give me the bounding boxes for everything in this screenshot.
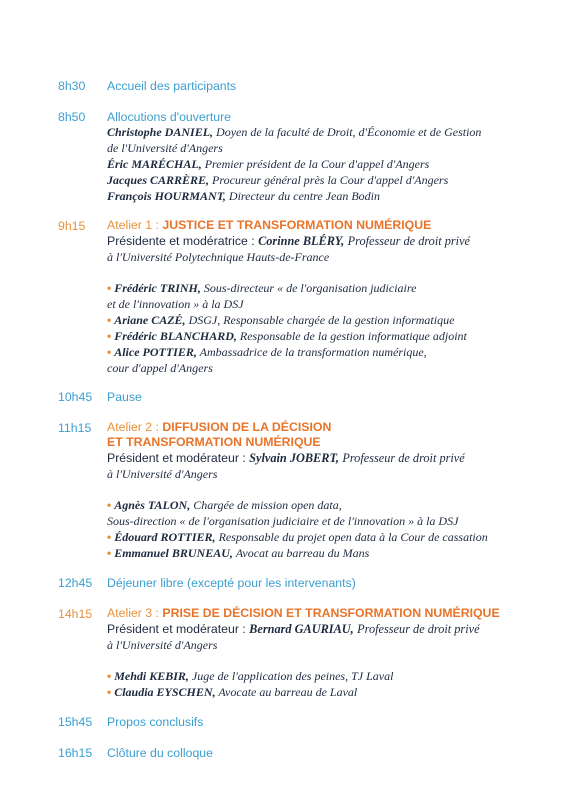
atelier-theme: JUSTICE ET TRANSFORMATION NUMÉRIQUE — [162, 218, 432, 232]
speaker-name: Agnès TALON, — [114, 498, 191, 512]
speaker-role-cont: cour d'appel d'Angers — [107, 361, 213, 375]
moderator-role-cont: à l'Université Polytechnique Hauts-de-France — [107, 250, 330, 264]
speaker-line — [107, 684, 357, 700]
session-title: Accueil des participants — [107, 79, 237, 93]
bullet-icon: • — [107, 669, 112, 683]
speaker-line — [107, 344, 427, 360]
speaker-name: Emmanuel BRUNEAU, — [114, 546, 233, 560]
moderator-role: Professeur de droit privé — [357, 622, 480, 636]
speaker-line — [107, 280, 416, 296]
speaker-name: François HOURMANT, — [107, 189, 226, 203]
time-slot: 10h45 — [58, 390, 93, 404]
time-slot: 16h15 — [58, 746, 93, 760]
moderator-role: Professeur de droit privé — [342, 451, 465, 465]
time-slot: 8h30 — [58, 79, 86, 93]
speaker-name: Jacques CARRÈRE, — [107, 173, 210, 187]
moderator-name: Corinne BLÉRY, — [258, 234, 345, 248]
speaker-line — [107, 124, 481, 140]
speaker-line — [107, 529, 488, 545]
speaker-role: Chargée de mission open data, — [193, 498, 342, 512]
time-slot: 14h15 — [58, 607, 93, 621]
session-title: Déjeuner libre (excepté pour les intervenants) — [107, 576, 356, 590]
speaker-role: Responsable de la gestion informatique adjoint — [239, 329, 467, 343]
speaker-line — [107, 668, 393, 684]
moderator-name: Sylvain JOBERT, — [249, 451, 339, 465]
atelier-label: Atelier 1 : — [107, 218, 163, 232]
speaker-line — [107, 172, 448, 188]
moderator-label: Président et modérateur : — [107, 451, 250, 465]
speaker-name: Ariane CAZÉ, — [114, 313, 186, 327]
moderator-role: Professeur de droit privé — [347, 234, 470, 248]
bullet-icon: • — [107, 329, 112, 343]
time-slot: 9h15 — [58, 219, 86, 233]
atelier-heading-cont — [107, 435, 321, 450]
speaker-name: Frédéric BLANCHARD, — [114, 329, 237, 343]
moderator-role-cont: à l'Université d'Angers — [107, 467, 218, 481]
speaker-role: Sous-directeur « de l'organisation judiciaire — [203, 281, 417, 295]
speaker-line — [107, 328, 467, 344]
speaker-name: Frédéric TRINH, — [114, 281, 201, 295]
speaker-role-cont: et de l'innovation » à la DSJ — [107, 297, 244, 311]
speaker-role: Juge de l'application des peines, TJ Laval — [191, 669, 394, 683]
moderator-name: Bernard GAURIAU, — [249, 622, 354, 636]
time-slot: 11h15 — [58, 421, 92, 435]
speaker-role: Avocat au barreau du Mans — [235, 546, 370, 560]
time-slot: 12h45 — [58, 576, 93, 590]
time-slot: 15h45 — [58, 715, 93, 729]
atelier-label: Atelier 3 : — [107, 606, 163, 620]
moderator-line — [107, 234, 470, 248]
speaker-name: Christophe DANIEL, — [107, 125, 214, 139]
speaker-line — [107, 312, 454, 328]
atelier-theme-cont: ET TRANSFORMATION NUMÉRIQUE — [107, 435, 321, 449]
atelier-theme: PRISE DE DÉCISION ET TRANSFORMATION NUMÉRIQUE — [162, 606, 500, 620]
moderator-line — [107, 622, 480, 636]
session-title: Pause — [107, 390, 142, 404]
atelier-heading — [107, 420, 331, 435]
speaker-role-cont: Sous-direction « de l'organisation judiciaire et de l'innovation » à la DSJ — [107, 514, 459, 528]
speaker-role: Ambassadrice de la transformation numérique, — [199, 345, 427, 359]
speaker-role: Directeur du centre Jean Bodin — [228, 189, 380, 203]
speaker-name: Claudia EYSCHEN, — [114, 685, 216, 699]
speaker-role-cont: de l'Université d'Angers — [107, 141, 223, 155]
atelier-label: Atelier 2 : — [107, 420, 163, 434]
moderator-line — [107, 451, 465, 465]
speaker-name: Mehdi KEBIR, — [114, 669, 189, 683]
bullet-icon: • — [107, 345, 112, 359]
speaker-role: Avocate au barreau de Laval — [218, 685, 358, 699]
atelier-theme: DIFFUSION DE LA DÉCISION — [162, 420, 332, 434]
bullet-icon: • — [107, 498, 112, 512]
moderator-role-cont: à l'Université d'Angers — [107, 638, 218, 652]
time-slot: 8h50 — [58, 110, 86, 124]
atelier-heading — [107, 218, 431, 233]
session-title: Clôture du colloque — [107, 746, 213, 760]
speaker-name: Édouard ROTTIER, — [114, 530, 216, 544]
moderator-label: Président et modérateur : — [107, 622, 250, 636]
speaker-role: DSGJ, Responsable chargée de la gestion informatique — [188, 313, 455, 327]
speaker-role: Procureur général près la Cour d'appel d'Angers — [212, 173, 449, 187]
bullet-icon: • — [107, 530, 112, 544]
speaker-line — [107, 545, 369, 561]
speaker-line — [107, 497, 342, 513]
speaker-role: Responsable du projet open data à la Cour de cassation — [218, 530, 488, 544]
session-title: Allocutions d'ouverture — [107, 110, 232, 124]
speaker-line — [107, 156, 429, 172]
atelier-heading — [107, 606, 500, 621]
speaker-role: Premier président de la Cour d'appel d'Angers — [204, 157, 430, 171]
bullet-icon: • — [107, 546, 112, 560]
speaker-name: Éric MARÉCHAL, — [107, 157, 202, 171]
moderator-label: Présidente et modératrice : — [107, 234, 259, 248]
bullet-icon: • — [107, 281, 112, 295]
bullet-icon: • — [107, 685, 112, 699]
speaker-role: Doyen de la faculté de Droit, d'Économie et de Gestion — [216, 125, 482, 139]
bullet-icon: • — [107, 313, 112, 327]
speaker-name: Alice POTTIER, — [114, 345, 197, 359]
session-title: Propos conclusifs — [107, 715, 204, 729]
speaker-line — [107, 188, 380, 204]
